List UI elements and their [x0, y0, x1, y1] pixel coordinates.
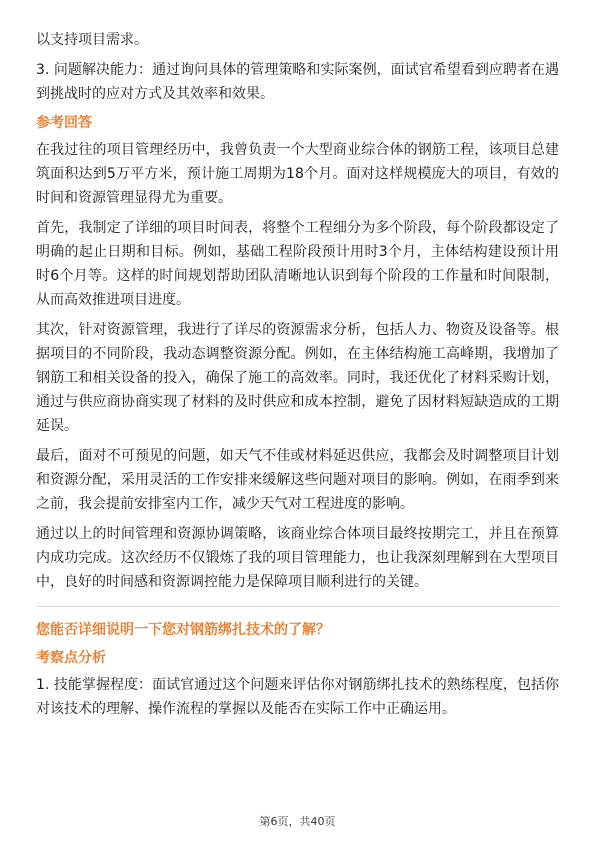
answer-paragraph: 最后，面对不可预见的问题，如天气不佳或材料延迟供应，我都会及时调整项目计划和资源分配，采用灵活的工作安排来缓解这些问题对项目的影响。例如，在雨季到来之前，我会提前安排室内工作，减少天气对工程进度的影响。	[36, 448, 559, 512]
answer-heading: 参考回答	[36, 115, 92, 131]
analysis-point-1: 1. 技能掌握程度：面试官通过这个问题来评估你对钢筋绑扎技术的熟练程度，包括你对该技术的理解、操作流程的掌握以及能否在实际工作中正确运用。	[36, 677, 559, 717]
answer-paragraph: 通过以上的时间管理和资源协调策略，该商业综合体项目最终按期完工，并且在预算内成功完成。这次经历不仅锻炼了我的项目管理能力，也让我深刻理解到在大型项目中，良好的时间感和资源调控能力是保障项目顺利进行的关键。	[36, 526, 559, 590]
answer-paragraph: 首先，我制定了详细的项目时间表，将整个工程细分为多个阶段，每个阶段都设定了明确的起止日期和目标。例如，基础工程阶段预计用时3个月，主体结构建设预计用时6个月等。这样的时间规划帮助团队清晰地认识到每个阶段的工作量和时间限制，从而高效推进项目进度。	[36, 220, 559, 308]
analysis-heading: 考察点分析	[36, 650, 106, 666]
answer-paragraph: 在我过往的项目管理经历中，我曾负责一个大型商业综合体的钢筋工程，该项目总建筑面积达到5万平方米，预计施工周期为18个月。面对这样规模庞大的项目，有效的时间和资源管理显得尤为重要。	[36, 142, 559, 206]
point-3: 3. 问题解决能力：通过询问具体的管理策略和实际案例，面试官希望看到应聘者在遇到挑战时的应对方式及其效率和效果。	[36, 62, 559, 102]
section-divider	[36, 606, 559, 607]
page-number: 第6页，共40页	[259, 815, 336, 828]
answer-paragraph: 其次，针对资源管理，我进行了详尽的资源需求分析，包括人力、物资及设备等。根据项目的不同阶段，我动态调整资源分配。例如，在主体结构施工高峰期，我增加了钢筋工和相关设备的投入，确保了施工的高效率。同时，我还优化了材料采购计划，通过与供应商协商实现了材料的及时供应和成本控制，避免了因材料短缺造成的工期延误。	[36, 322, 559, 434]
question-title: 您能否详细说明一下您对钢筋绑扎技术的了解？	[36, 622, 330, 638]
intro-line: 以支持项目需求。	[36, 32, 148, 48]
page-content	[36, 28, 559, 727]
